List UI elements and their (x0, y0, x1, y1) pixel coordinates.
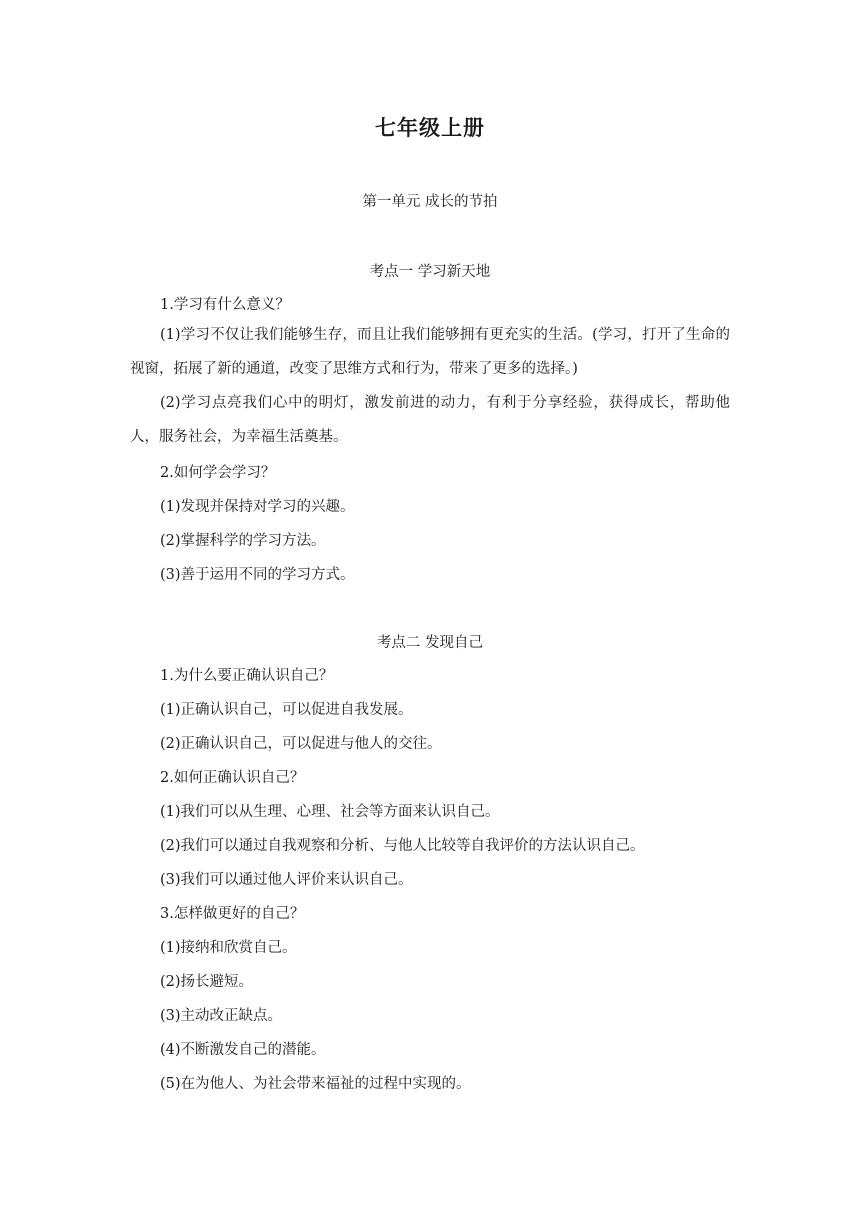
unit-title: 第一单元 成长的节拍 (362, 194, 498, 210)
answer-item: (3)善于运用不同的学习方式。 (160, 567, 355, 583)
answer-item: (3)我们可以通过他人评价来认识自己。 (160, 872, 413, 888)
answer-item: (2)我们可以通过自我观察和分析、与他人比较等自我评价的方法认识自己。 (160, 838, 645, 854)
page-title: 七年级上册 (375, 116, 485, 140)
section-heading-1: 考点一 学习新天地 (369, 264, 491, 280)
answer-item: (2)掌握科学的学习方法。 (160, 533, 326, 549)
question-2: 2.如何正确认识自己？ (160, 770, 305, 786)
answer-item: (2)扬长避短。 (160, 974, 254, 990)
question-1: 1.学习有什么意义？ (160, 297, 290, 313)
answer-item: (3)主动改正缺点。 (160, 1008, 283, 1024)
section-heading-2: 考点二 发现自己 (376, 635, 484, 651)
answer-item: (1)接纳和欣赏自己。 (160, 940, 297, 956)
paragraph-1: (1)学习不仅让我们能够生存，而且让我们能够拥有更充实的生活。(学习，打开了生命的视窗，拓展了新的通道，改变了思维方式和行为，带来了更多的选择。) (130, 327, 730, 377)
question-2: 2.如何学会学习？ (160, 465, 276, 481)
question-3: 3.怎样做更好的自己？ (160, 906, 305, 922)
answer-item: (1)我们可以从生理、心理、社会等方面来认识自己。 (160, 804, 500, 820)
answer-item: (5)在为他人、为社会带来福祉的过程中实现的。 (160, 1076, 471, 1092)
answer-item: (1)发现并保持对学习的兴趣。 (160, 499, 355, 515)
answer-item: (1)正确认识自己，可以促进自我发展。 (160, 702, 413, 718)
answer-item: (4)不断激发自己的潜能。 (160, 1042, 326, 1058)
paragraph-2: (2)学习点亮我们心中的明灯，激发前进的动力，有利于分享经验，获得成长，帮助他人，服务社会，为幸福生活奠基。 (130, 395, 730, 445)
question-1: 1.为什么要正确认识自己？ (160, 668, 334, 684)
answer-item: (2)正确认识自己，可以促进与他人的交往。 (160, 736, 442, 752)
